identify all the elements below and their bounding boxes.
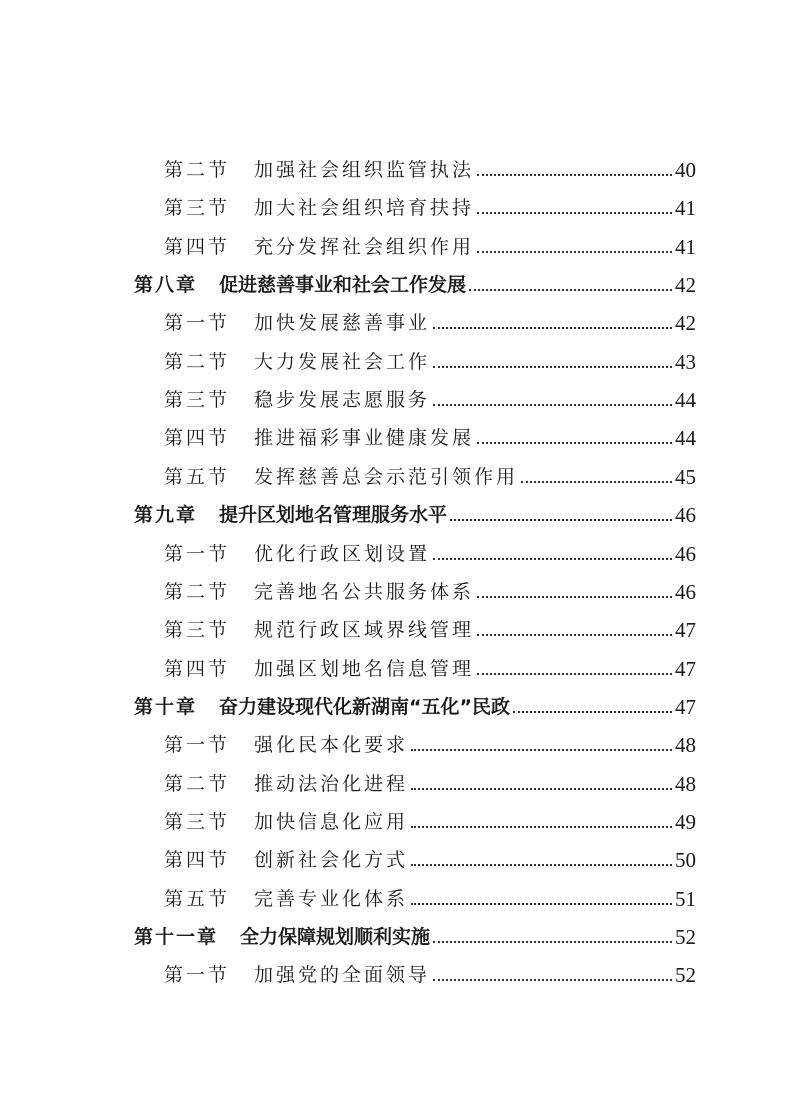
page-number: 42 — [675, 311, 696, 336]
section-number: 第二节 — [164, 580, 231, 603]
chapter-number: 第八章 — [134, 274, 198, 297]
toc-section-entry[interactable] — [164, 227, 696, 259]
section-number: 第一节 — [164, 734, 231, 757]
section-title: 发挥慈善总会示范引领作用 — [254, 465, 519, 488]
page-number: 48 — [675, 733, 696, 758]
section-title: 规范行政区域界线管理 — [254, 619, 475, 642]
section-title: 加强区划地名信息管理 — [254, 657, 475, 680]
toc-chapter-entry[interactable] — [134, 917, 696, 949]
page-number: 50 — [675, 848, 696, 873]
chapter-number: 第十章 — [134, 695, 198, 718]
toc-section-entry[interactable] — [164, 725, 696, 757]
chapter-number: 第十一章 — [134, 926, 219, 948]
dot-leader — [477, 673, 672, 675]
dot-leader — [450, 519, 672, 521]
section-title: 强化民本化要求 — [254, 734, 409, 757]
dot-leader — [433, 941, 672, 943]
toc-section-entry[interactable] — [164, 150, 696, 182]
section-number: 第一节 — [164, 542, 231, 565]
section-number: 第三节 — [164, 619, 231, 642]
chapter-number: 第九章 — [134, 504, 198, 527]
section-title: 加快信息化应用 — [254, 811, 409, 833]
page-number: 52 — [675, 963, 696, 988]
section-title: 加强党的全面领导 — [254, 964, 431, 987]
page-number: 52 — [675, 925, 696, 949]
toc-section-entry[interactable] — [164, 418, 696, 450]
dot-leader — [411, 749, 672, 751]
page-number: 41 — [675, 234, 696, 259]
section-number: 第五节 — [164, 887, 231, 910]
section-title: 加大社会组织培育扶持 — [254, 197, 475, 220]
dot-leader — [433, 366, 672, 368]
toc-section-entry[interactable] — [164, 610, 696, 642]
page-number: 49 — [675, 810, 696, 834]
page-number: 43 — [675, 349, 696, 374]
dot-leader — [521, 481, 672, 483]
page-number: 46 — [675, 503, 696, 528]
toc-section-entry[interactable] — [164, 380, 696, 412]
section-title: 创新社会化方式 — [254, 849, 409, 872]
page-number: 42 — [675, 273, 696, 298]
dot-leader — [477, 634, 672, 636]
toc-section-entry[interactable] — [164, 840, 696, 872]
toc-section-entry[interactable] — [164, 764, 696, 796]
section-number: 第二节 — [164, 350, 231, 373]
page-number: 48 — [675, 771, 696, 796]
page-number: 45 — [675, 464, 696, 489]
dot-leader — [433, 327, 672, 329]
dot-leader — [411, 903, 672, 905]
section-title: 推动法治化进程 — [254, 772, 409, 795]
section-title: 大力发展社会工作 — [254, 350, 431, 373]
section-number: 第五节 — [164, 465, 231, 488]
toc-section-entry[interactable] — [164, 457, 696, 489]
dot-leader — [477, 174, 672, 176]
dot-leader — [477, 251, 672, 253]
page-number: 44 — [675, 388, 696, 413]
dot-leader — [433, 979, 672, 981]
dot-leader — [411, 788, 672, 790]
section-number: 第二节 — [164, 159, 231, 181]
page-number: 40 — [675, 158, 696, 182]
dot-leader — [411, 864, 672, 866]
toc-section-entry[interactable] — [164, 649, 696, 681]
section-title: 稳步发展志愿服务 — [254, 389, 431, 412]
toc-section-entry[interactable] — [164, 188, 696, 220]
section-number: 第一节 — [164, 312, 231, 335]
section-number: 第二节 — [164, 772, 231, 795]
dot-leader — [513, 711, 672, 713]
section-number: 第三节 — [164, 811, 231, 833]
chapter-title: 提升区划地名管理服务水平 — [219, 504, 448, 527]
dot-leader — [477, 212, 672, 214]
page-number: 41 — [675, 196, 696, 221]
dot-leader — [477, 442, 672, 444]
section-title: 加快发展慈善事业 — [254, 312, 431, 335]
section-number: 第一节 — [164, 964, 231, 987]
section-number: 第四节 — [164, 849, 231, 872]
chapter-title: 促进慈善事业和社会工作发展 — [219, 274, 467, 297]
toc-section-entry[interactable] — [164, 303, 696, 335]
toc-chapter-entry[interactable] — [134, 687, 696, 719]
toc-chapter-entry[interactable] — [134, 265, 696, 297]
section-title: 完善专业化体系 — [254, 887, 409, 910]
section-title: 加强社会组织监管执法 — [254, 159, 475, 181]
section-number: 第四节 — [164, 235, 231, 258]
toc-section-entry[interactable] — [164, 955, 696, 987]
section-title: 完善地名公共服务体系 — [254, 580, 475, 603]
toc-section-entry[interactable] — [164, 802, 696, 834]
section-number: 第三节 — [164, 389, 231, 412]
dot-leader — [469, 289, 672, 291]
dot-leader — [411, 826, 672, 828]
section-title: 推进福彩事业健康发展 — [254, 427, 475, 450]
toc-chapter-entry[interactable] — [134, 495, 696, 527]
page-number: 51 — [675, 886, 696, 911]
chapter-title: 奋力建设现代化新湖南“五化”民政 — [219, 695, 510, 718]
dot-leader — [433, 558, 672, 560]
section-title: 充分发挥社会组织作用 — [254, 235, 475, 258]
chapter-title: 全力保障规划顺利实施 — [240, 926, 431, 948]
page-number: 46 — [675, 541, 696, 566]
page-number: 44 — [675, 426, 696, 451]
toc-section-entry[interactable] — [164, 572, 696, 604]
section-number: 第四节 — [164, 427, 231, 450]
dot-leader — [477, 596, 672, 598]
page-number: 46 — [675, 579, 696, 604]
dot-leader — [433, 404, 672, 406]
page-number: 47 — [675, 656, 696, 681]
toc-section-entry[interactable] — [164, 342, 696, 374]
page-number: 47 — [675, 618, 696, 643]
page-number: 47 — [675, 694, 696, 719]
section-number: 第四节 — [164, 657, 231, 680]
toc-section-entry[interactable] — [164, 879, 696, 911]
toc-section-entry[interactable] — [164, 534, 696, 566]
section-number: 第三节 — [164, 197, 231, 220]
section-title: 优化行政区划设置 — [254, 542, 431, 565]
